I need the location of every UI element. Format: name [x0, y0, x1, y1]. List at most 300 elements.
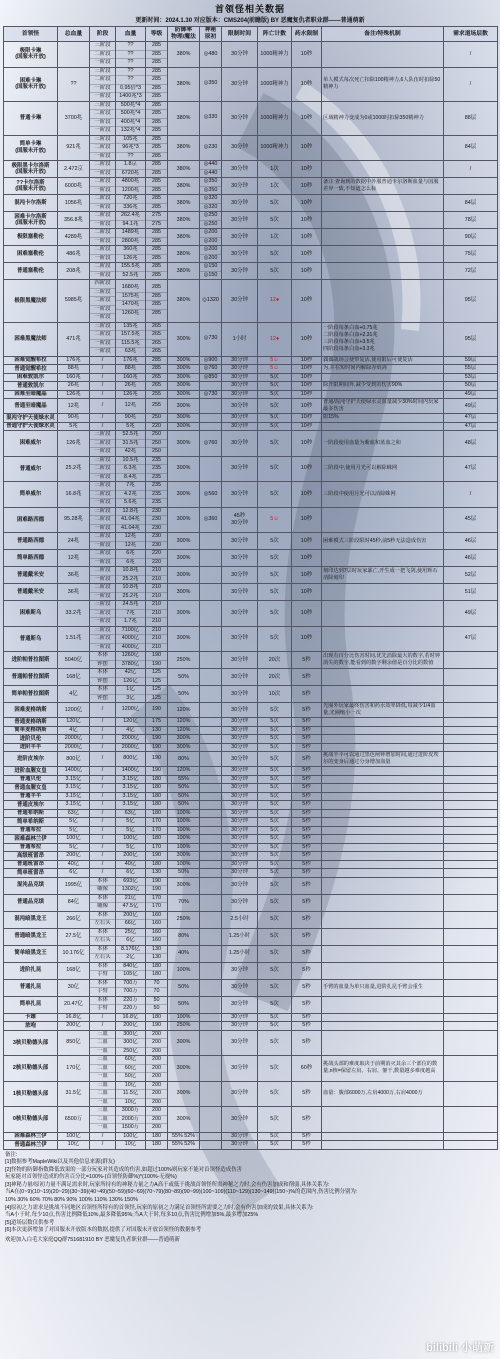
level-list	[146, 195, 168, 212]
boss-note	[322, 860, 444, 869]
boss-name: 困难森林兰伊	[4, 1132, 58, 1141]
phase-hp: 2800兆	[121, 237, 140, 244]
boss-note	[322, 735, 444, 744]
dojo-floor	[444, 809, 498, 818]
death-count: 5次	[258, 775, 292, 784]
time-limit: 30分钟	[222, 1081, 258, 1107]
dojo-floor	[444, 1030, 498, 1056]
arcane-list	[200, 784, 222, 793]
phase-level: 285	[146, 263, 167, 272]
header-death-count: 阵亡计数	[258, 27, 292, 42]
hp-list	[116, 601, 146, 627]
time-limit: 30分钟	[222, 735, 258, 744]
hp-list	[116, 1107, 146, 1133]
defense-rate: 380%	[168, 101, 200, 135]
arcane-list	[200, 945, 222, 962]
dojo-floor	[444, 996, 498, 1013]
arcane-value: ◎900	[203, 356, 218, 363]
total-hp: 1.51兆	[58, 626, 90, 652]
boss-name: 困难黑魔法师	[4, 322, 58, 356]
phase-level: 220	[152, 422, 161, 429]
phase-hp: 700万	[123, 988, 138, 994]
time-limit: 30分钟	[222, 1056, 258, 1082]
footnote-line: 10% 30% 60% 70% 80% 90% 100% 110% 130% 150%	[5, 1197, 138, 1204]
arcane-list	[200, 1022, 222, 1031]
death-count: 5次	[258, 843, 292, 852]
phase-list	[90, 1013, 116, 1022]
phase-label: 三阶段	[90, 627, 115, 636]
defense-rate: 380%	[168, 263, 200, 280]
phase-hp: 800亿	[123, 755, 138, 762]
defense-rate: 300%	[168, 601, 200, 627]
phase-list	[90, 775, 116, 784]
phase-hp: 6亿	[126, 937, 135, 943]
hp-list	[116, 431, 146, 457]
potion-limit: 10秒	[292, 567, 322, 584]
boss-row	[4, 322, 498, 356]
boss-name: 困难卡尔洛斯 (国服未开放)	[4, 212, 58, 229]
total-hp: 2000亿	[58, 735, 90, 744]
level-list	[146, 1141, 168, 1150]
time-limit: 30分钟	[222, 962, 258, 979]
arcane-list	[200, 1132, 222, 1141]
defense-rate: 100%	[168, 809, 200, 818]
hp-list	[116, 860, 146, 869]
boss-name: 普通品克缤	[4, 894, 58, 911]
time-limit: 30分钟	[222, 801, 258, 810]
phase-level: 285	[146, 119, 167, 128]
phase-label: 三阶段	[90, 508, 115, 517]
defense-rate: 380%	[168, 161, 200, 178]
phase-level: 190	[152, 706, 161, 713]
phase-list	[90, 507, 116, 533]
boss-note	[322, 1132, 444, 1141]
level-list	[146, 752, 168, 767]
phase-hp: 6亿	[126, 869, 135, 875]
defense-rate: 380%	[168, 280, 200, 323]
phase-list	[90, 1141, 116, 1150]
arcane-list	[200, 567, 222, 584]
boss-name: 普通戴米安	[4, 567, 58, 584]
death-count: 5次	[258, 752, 292, 767]
phase-hp: 105兆	[116, 136, 145, 145]
death-count: 5次	[258, 945, 292, 962]
death-count: 12●	[258, 280, 292, 323]
defense-rate: 300%	[168, 507, 200, 533]
phase-hp: 47.5亿	[122, 903, 139, 909]
hp-list	[116, 456, 146, 482]
level-list	[146, 1081, 168, 1107]
phase-label: 手臂	[97, 1005, 108, 1011]
phase-hp: 1575兆	[116, 293, 145, 302]
defense-rate: 100%	[168, 962, 200, 979]
phase-label: 一阶段	[90, 119, 115, 128]
total-hp: 100亿	[58, 1132, 90, 1141]
level-list	[146, 869, 168, 878]
arcane-list	[200, 911, 222, 928]
time-limit: 30分钟	[222, 1030, 258, 1056]
phase-level: 285	[152, 127, 161, 133]
phase-list	[90, 178, 116, 195]
dojo-floor: 49层	[444, 399, 498, 414]
time-limit: 30分钟	[222, 550, 258, 567]
total-hp: 100亿	[58, 835, 90, 844]
phase-label: 一阶段	[90, 306, 115, 315]
phase-level: 200	[146, 1082, 167, 1091]
phase-level: 200	[146, 1065, 167, 1074]
boss-name: 困难卡琳 (国服未开放)	[4, 67, 58, 101]
death-count: 5次	[258, 550, 292, 567]
phase-level: 285	[152, 203, 161, 210]
death-count: 5次	[258, 743, 292, 752]
arcane-value: ◎200	[200, 246, 221, 255]
defense-rate: 300%	[168, 322, 200, 356]
time-limit: 30分钟	[222, 67, 258, 101]
boss-note	[322, 1141, 444, 1150]
phase-list	[90, 945, 116, 962]
boss-note: 光圈外玩家最终伤害和药水效率降低,每减少1/4血量,光圈缩小一次	[322, 703, 444, 718]
boss-name: 简单麦格纳斯	[4, 726, 58, 735]
arcane-list	[200, 212, 222, 229]
phase-label: 二阶段	[90, 263, 115, 272]
defense-rate: 300%	[168, 422, 200, 431]
phase-level: 190	[152, 743, 161, 750]
level-list	[146, 626, 168, 652]
total-hp: 850亿	[58, 1030, 90, 1056]
boss-note: 一阶段每条白血+0.75兆 二阶段每条白血+2.31兆 三阶段每条白血+3.5兆 四阶段每条白血+3.3兆	[322, 322, 444, 356]
boss-row	[4, 843, 498, 852]
potion-limit: 10秒	[292, 399, 322, 414]
phase-hp: 94.1兆	[122, 220, 139, 227]
boss-row	[4, 826, 498, 835]
phase-label: 二血	[90, 1116, 115, 1125]
hp-list	[116, 422, 146, 431]
phase-label: 一阶段	[94, 643, 111, 650]
total-hp: 160兆	[58, 373, 90, 382]
phase-level: 265	[152, 373, 161, 380]
potion-limit: 5秒	[292, 1141, 322, 1150]
hp-list	[116, 826, 146, 835]
potion-limit: 5秒	[292, 869, 322, 878]
boss-note	[322, 869, 444, 878]
arcane-list	[200, 373, 222, 382]
hp-list	[116, 533, 146, 550]
hp-list	[116, 584, 146, 601]
death-count: 1次	[258, 178, 292, 195]
death-count: 5次	[258, 869, 292, 878]
arcane-list	[200, 979, 222, 996]
footnote-line: [4]原初之力需求是挑战不同地区首领怪所特有的首领怪,玩家的原初之力满足首领怪所需要之力时,会有伤害加成的效果,具体关系为:	[5, 1204, 314, 1211]
boss-name: 混沌品克缤	[4, 877, 58, 894]
boss-row	[4, 767, 498, 776]
potion-limit: 10秒	[292, 507, 322, 533]
phase-list	[90, 1022, 116, 1031]
phase-label: /	[101, 775, 104, 782]
phase-label: 一阶段	[94, 618, 111, 624]
phase-level: 285	[146, 42, 167, 51]
boss-name: 普通皮埃尔	[4, 801, 58, 810]
defense-rate: 80%	[168, 928, 200, 945]
potion-limit: 5秒	[292, 835, 322, 844]
boss-note	[322, 835, 444, 844]
phase-hp: 693亿	[116, 878, 145, 887]
total-hp: 16.8亿	[58, 1013, 90, 1022]
boss-row	[4, 869, 498, 878]
boss-note	[322, 161, 444, 178]
header-dojo-floor: 需求道场层数	[444, 27, 498, 42]
dojo-floor: /	[444, 42, 498, 68]
phase-label: /	[101, 706, 104, 713]
phase-hp: 200亿	[116, 912, 145, 921]
phase-label: 一阶段	[94, 473, 111, 480]
hp-list	[116, 67, 146, 101]
potion-limit: 10秒	[292, 195, 322, 212]
dojo-floor: 51层	[444, 584, 498, 601]
death-count: 5次	[258, 979, 292, 996]
phase-hp: 60亿	[116, 1065, 145, 1074]
boss-row	[4, 533, 498, 550]
arcane-list	[200, 962, 222, 979]
hp-list	[116, 550, 146, 567]
phase-level: 200	[152, 1098, 161, 1105]
boss-name: 普通森林兰伊	[4, 1141, 58, 1150]
phase-label: /	[101, 414, 104, 420]
boss-note	[322, 996, 444, 1013]
potion-limit: 5秒	[292, 979, 322, 996]
time-limit: 30分钟	[222, 356, 258, 365]
arcane-list	[200, 743, 222, 752]
time-limit: 30分钟	[222, 161, 258, 178]
dojo-floor	[444, 801, 498, 810]
phase-level: 175	[152, 718, 161, 724]
phase-label: 一阶段	[94, 127, 111, 133]
level-list	[146, 835, 168, 844]
death-count: 5次	[258, 784, 292, 793]
death-count: 5次	[258, 996, 292, 1013]
death-count: 5次	[258, 584, 292, 601]
time-limit: 30分钟	[222, 422, 258, 431]
boss-name: 普通敦凯尔	[4, 382, 58, 391]
phase-hp: 135兆	[116, 323, 145, 332]
boss-name: 普通守护天使绿水灵	[4, 422, 58, 431]
phase-list	[90, 414, 116, 423]
boss-name: 困难路西德	[4, 507, 58, 533]
phase-label: /	[101, 743, 104, 750]
total-hp: 5亿	[58, 826, 90, 835]
potion-limit: 60秒	[292, 1056, 322, 1082]
dojo-floor: 84层	[444, 195, 498, 212]
phase-label: 本体	[90, 946, 115, 955]
boss-name: 浓咆	[4, 1022, 58, 1031]
defense-rate: 300%	[168, 852, 200, 861]
defense-rate: 100%	[168, 818, 200, 827]
phase-label: /	[101, 365, 104, 371]
boss-row	[4, 246, 498, 263]
phase-hp: 200亿	[123, 1022, 138, 1028]
arcane-list	[200, 414, 222, 423]
phase-level: 180	[152, 1013, 161, 1020]
death-count: 5次	[258, 382, 292, 391]
level-list	[146, 373, 168, 382]
phase-label: 雕像	[97, 886, 108, 892]
boss-note: 挑战头部的难度取决于前期消灭其余三个部位的数量,n核=保留左肩、右肩、躯干,数量越多难度越高	[322, 1056, 444, 1082]
time-limit: 30分钟	[222, 365, 258, 374]
boss-name: 3核贝勒德头部	[4, 1030, 58, 1056]
defense-rate: 300%	[168, 356, 200, 365]
potion-limit: 5秒	[292, 775, 322, 784]
death-count: 10次	[258, 686, 292, 703]
phase-label: 二阶段	[90, 610, 115, 619]
phase-list	[90, 669, 116, 686]
phase-hp: 3.15亿	[122, 775, 139, 782]
arcane-list	[200, 482, 222, 508]
phase-list	[90, 1107, 116, 1133]
arcane-value: ◎760	[203, 439, 218, 446]
phase-hp: 5亿	[126, 818, 135, 824]
death-count: 5次	[258, 414, 292, 423]
total-hp: ??	[58, 67, 90, 101]
level-list	[146, 860, 168, 869]
boss-name: 0核贝勒德头部	[4, 1107, 58, 1133]
boss-row	[4, 784, 498, 793]
boss-row	[4, 1013, 498, 1022]
phase-label: 本体	[90, 929, 115, 938]
hp-list	[116, 928, 146, 945]
arcane-list	[200, 726, 222, 735]
boss-note: 为,并在短时间内解除赤焰剑	[322, 365, 444, 374]
phase-level: 180	[152, 809, 161, 816]
watermark: bilibili 小萌新	[426, 1342, 494, 1354]
phase-label: 二阶段	[90, 246, 115, 255]
hp-list	[116, 567, 146, 584]
death-count: 5次	[258, 726, 292, 735]
total-hp: 36兆	[58, 567, 90, 584]
phase-level: 285	[152, 237, 161, 244]
boss-name: 普通威尔	[4, 456, 58, 482]
arcane-value: ◎760	[203, 365, 218, 371]
arcane-value: ◎730	[203, 390, 218, 397]
phase-hp: 41.04兆	[121, 524, 140, 531]
phase-label: 本体	[90, 912, 115, 921]
arcane-list	[200, 718, 222, 727]
phase-hp: 1400亿	[121, 767, 140, 773]
phase-label: 左右头	[94, 920, 111, 926]
death-count: 5☺	[258, 356, 292, 365]
hp-list	[116, 767, 146, 776]
death-count: 5次	[258, 533, 292, 550]
boss-name: 高级班雷昂	[4, 852, 58, 861]
total-hp: 208兆	[58, 263, 90, 280]
time-limit: 30分钟	[222, 826, 258, 835]
total-hp: 4亿	[58, 686, 90, 703]
arcane-list	[200, 195, 222, 212]
arcane-value: ◎330	[203, 114, 218, 121]
phase-hp: 25.2兆	[122, 592, 139, 599]
boss-name: 卡雄	[4, 1013, 58, 1022]
phase-hp: 220万	[123, 1005, 138, 1011]
phase-level: 230	[146, 516, 167, 525]
phase-list	[90, 962, 116, 979]
phase-level: 210	[146, 567, 167, 576]
defense-rate: 300%	[168, 373, 200, 382]
phase-level: 180	[152, 801, 161, 807]
boss-note	[322, 669, 444, 686]
level-list	[146, 414, 168, 423]
potion-limit: 10秒	[292, 414, 322, 423]
arcane-list	[200, 835, 222, 844]
phase-level: 130	[152, 954, 161, 960]
phase-label: 一阶段	[94, 592, 111, 599]
total-hp: 1400亿	[58, 767, 90, 776]
death-count: 5次	[258, 767, 292, 776]
boss-name: 困难塞勒伦	[4, 246, 58, 263]
boss-row	[4, 195, 498, 212]
potion-limit: 10秒	[292, 178, 322, 195]
potion-limit: 5秒	[292, 818, 322, 827]
phase-list	[90, 42, 116, 68]
defense-rate: 120%	[168, 767, 200, 776]
level-list	[146, 507, 168, 533]
phase-label: 二阶段	[90, 635, 115, 644]
level-list	[146, 1013, 168, 1022]
boss-row	[4, 626, 498, 652]
potion-limit: 5秒	[292, 996, 322, 1013]
phase-level: 210	[146, 635, 167, 644]
phase-list	[90, 911, 116, 928]
level-list	[146, 67, 168, 101]
level-list	[146, 161, 168, 178]
arcane-list	[200, 456, 222, 482]
arcane-list	[200, 860, 222, 869]
potion-limit: 10秒	[292, 482, 322, 508]
phase-list	[90, 601, 116, 627]
phase-hp: 5亿	[126, 843, 135, 850]
phase-level: 265	[146, 323, 167, 332]
defense-rate: 380%	[168, 42, 200, 68]
phase-level: 180	[152, 860, 161, 867]
potion-limit: 5秒	[292, 1132, 322, 1141]
total-hp: 12兆	[58, 550, 90, 567]
phase-label: /	[101, 356, 104, 363]
phase-label: 二血	[90, 1065, 115, 1074]
boss-row	[4, 67, 498, 101]
boss-row	[4, 135, 498, 161]
phase-level: 50	[153, 1005, 160, 1011]
dojo-floor: 46层	[444, 533, 498, 550]
header-arcane: 神秘 原初	[200, 27, 222, 42]
boss-row	[4, 101, 498, 135]
hp-list	[116, 835, 146, 844]
phase-hp: 52.5兆	[116, 431, 145, 440]
time-limit: 30分钟	[222, 135, 258, 161]
phase-hp: 1260亿	[116, 652, 145, 661]
potion-limit: 10秒	[292, 601, 322, 627]
time-limit: 30分钟	[222, 686, 258, 703]
arcane-list	[200, 752, 222, 767]
hp-list	[116, 652, 146, 669]
phase-label: 雕像	[97, 903, 108, 909]
dojo-floor	[444, 962, 498, 979]
phase-label: 二血	[90, 1039, 115, 1048]
dojo-floor: 72层	[444, 263, 498, 280]
table-header-row	[4, 27, 498, 42]
phase-hp: 300亿	[116, 1031, 145, 1040]
phase-level: 210	[152, 592, 161, 599]
phase-level: 265	[146, 331, 167, 340]
footnote-line: 当A在(0~9)(10~19)(20~29)(30~39)(40~49)(50~59)(60~69)(70~79)(80~89)(90~99)(100~109)(110~129)(130~149)(150~)%的范围内,伤害比例分别为:	[5, 1189, 358, 1196]
dojo-floor	[444, 792, 498, 801]
hp-list	[116, 792, 146, 801]
